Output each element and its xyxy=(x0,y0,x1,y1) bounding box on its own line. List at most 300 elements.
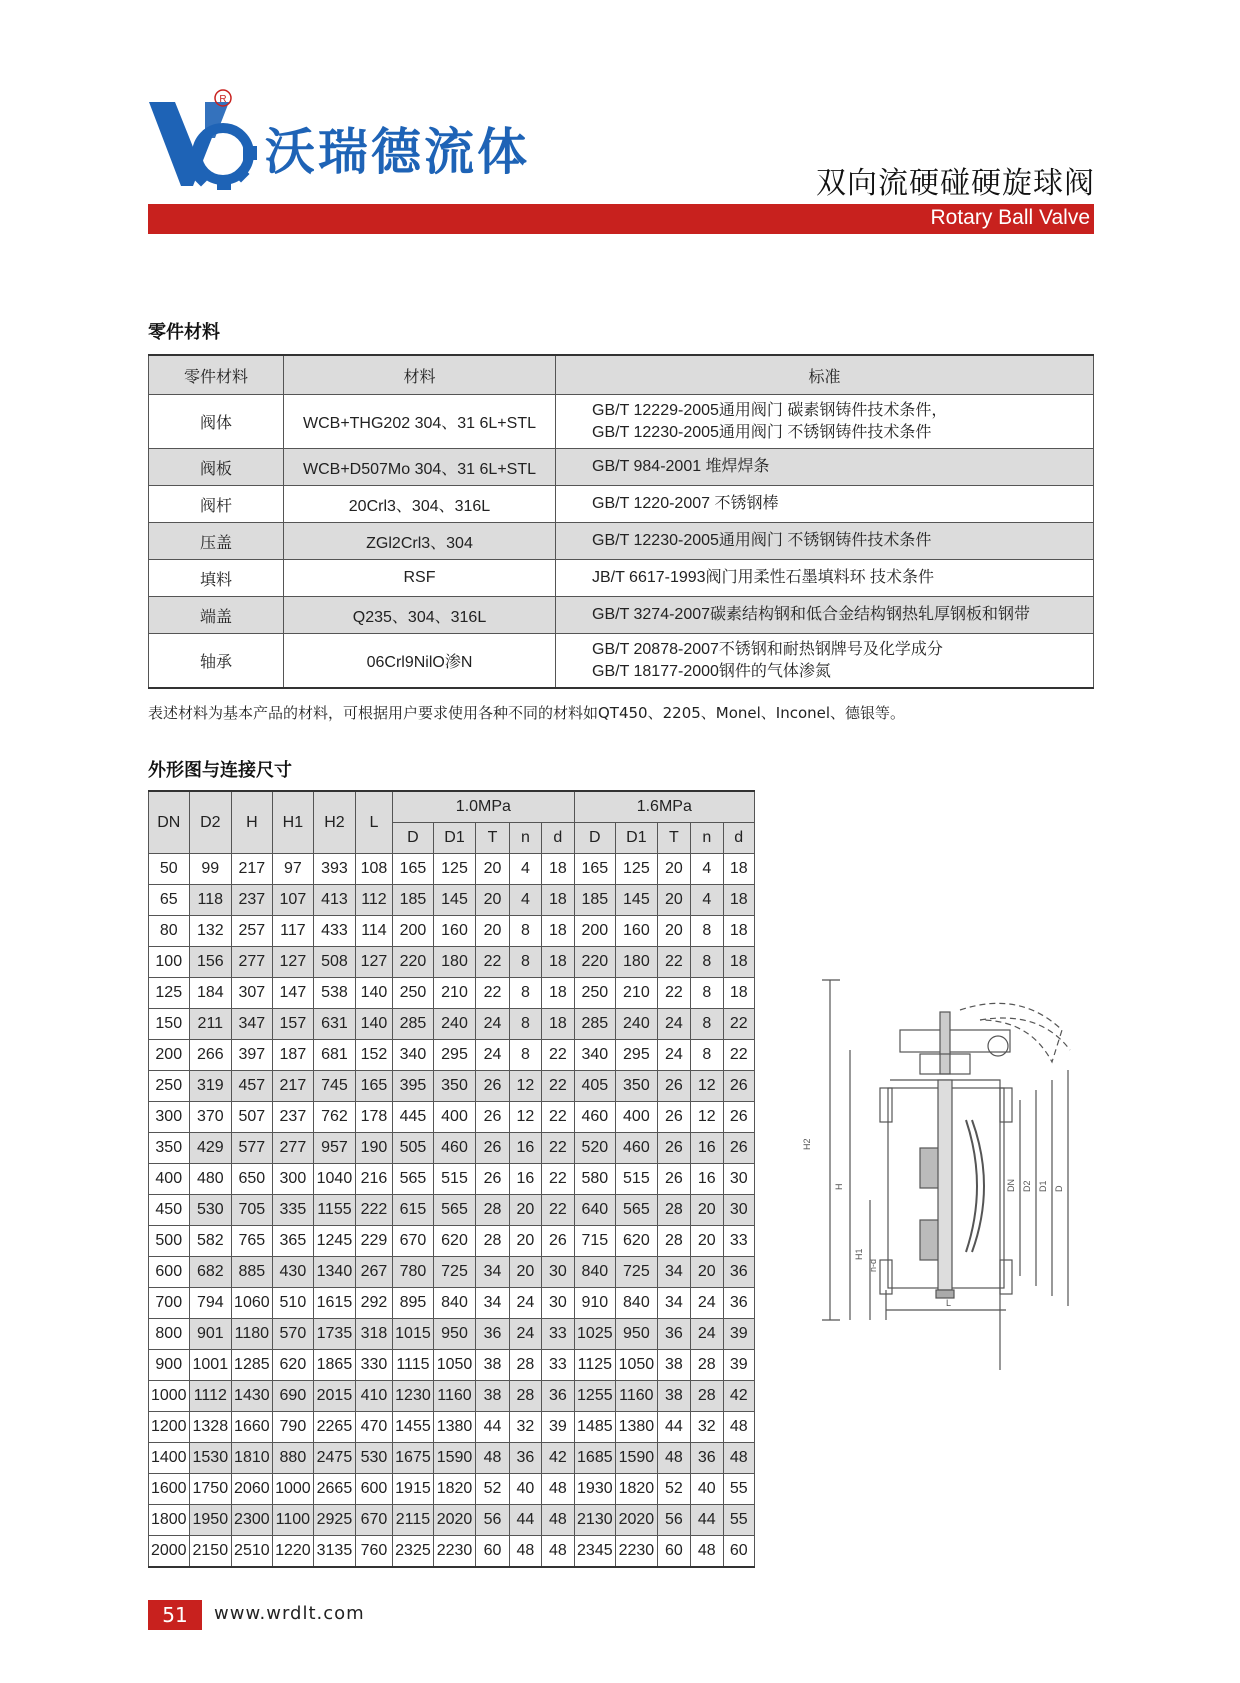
table-cell: 1810 xyxy=(232,1443,273,1474)
table-cell: 285 xyxy=(393,1009,434,1040)
table-cell: 395 xyxy=(393,1071,434,1102)
table-cell: 620 xyxy=(272,1350,314,1381)
table-cell: 28 xyxy=(657,1195,690,1226)
table-cell: 187 xyxy=(272,1040,314,1071)
table-cell: 52 xyxy=(476,1474,509,1505)
table-cell: 20 xyxy=(476,916,509,947)
table-cell: 34 xyxy=(476,1288,509,1319)
table-cell: 445 xyxy=(393,1102,434,1133)
table-cell: 4 xyxy=(691,885,723,916)
table-cell: 12 xyxy=(509,1071,541,1102)
table-cell: 1590 xyxy=(616,1443,658,1474)
table-cell: 48 xyxy=(509,1536,541,1568)
page-subtitle: Rotary Ball Valve xyxy=(930,206,1090,229)
table-cell: 429 xyxy=(189,1133,232,1164)
table-cell: 3135 xyxy=(314,1536,356,1568)
table-cell: 48 xyxy=(657,1443,690,1474)
table-cell: 60 xyxy=(476,1536,509,1568)
dims-section-title: 外形图与连接尺寸 xyxy=(148,760,292,781)
table-cell: 430 xyxy=(272,1257,314,1288)
table-cell: 26 xyxy=(476,1164,509,1195)
table-cell: 885 xyxy=(232,1257,273,1288)
table-cell: 30 xyxy=(723,1164,755,1195)
table-cell: 48 xyxy=(542,1536,574,1568)
table-cell: 38 xyxy=(476,1350,509,1381)
table-cell: 1660 xyxy=(232,1412,273,1443)
table-cell: 56 xyxy=(657,1505,690,1536)
table-cell: 200 xyxy=(393,916,434,947)
table-cell: 12 xyxy=(691,1102,723,1133)
table-cell: 217 xyxy=(232,854,273,885)
label-d: D xyxy=(1054,1185,1064,1192)
table-cell: 500 xyxy=(149,1226,190,1257)
table-cell: 36 xyxy=(657,1319,690,1350)
table-cell: 211 xyxy=(189,1009,232,1040)
table-cell: 267 xyxy=(355,1257,392,1288)
table-cell: 2665 xyxy=(314,1474,356,1505)
table-cell: 725 xyxy=(616,1257,658,1288)
table-cell: 42 xyxy=(542,1443,574,1474)
brand-name: 沃瑞德流体 xyxy=(265,123,530,181)
table-cell: 8 xyxy=(509,1009,541,1040)
table-cell: 38 xyxy=(476,1381,509,1412)
part-name: 填料 xyxy=(149,560,284,597)
table-cell: 515 xyxy=(433,1164,476,1195)
table-cell: 39 xyxy=(723,1350,755,1381)
table-row xyxy=(149,947,755,978)
table-cell: 725 xyxy=(433,1257,476,1288)
table-cell: 39 xyxy=(542,1412,574,1443)
materials-row xyxy=(149,597,1094,634)
table-cell: 530 xyxy=(355,1443,392,1474)
table-cell: 40 xyxy=(691,1474,723,1505)
table-cell: 237 xyxy=(272,1102,314,1133)
table-cell: 780 xyxy=(393,1257,434,1288)
table-cell: 22 xyxy=(476,947,509,978)
header-standard: 标准 xyxy=(556,355,1094,395)
table-cell: 1590 xyxy=(433,1443,476,1474)
table-cell: 1200 xyxy=(149,1412,190,1443)
materials-row xyxy=(149,634,1094,689)
materials-row xyxy=(149,486,1094,523)
table-cell: 26 xyxy=(723,1071,755,1102)
table-row xyxy=(149,1257,755,1288)
table-cell: 292 xyxy=(355,1288,392,1319)
table-cell: 840 xyxy=(433,1288,476,1319)
table-cell: 1180 xyxy=(232,1319,273,1350)
table-cell: 157 xyxy=(272,1009,314,1040)
table-cell: 1060 xyxy=(232,1288,273,1319)
table-cell: 150 xyxy=(149,1009,190,1040)
table-cell: 60 xyxy=(723,1536,755,1568)
table-cell: 12 xyxy=(509,1102,541,1133)
table-cell: 1820 xyxy=(433,1474,476,1505)
materials-note: 表述材料为基本产品的材料，可根据用户要求使用各种不同的材料如QT450、2205、Monel、Inconel、德银等。 xyxy=(148,704,906,722)
table-cell: 1160 xyxy=(433,1381,476,1412)
label-nd: n-d xyxy=(868,1258,878,1272)
table-cell: 48 xyxy=(476,1443,509,1474)
table-cell: 2130 xyxy=(574,1505,616,1536)
table-cell: 266 xyxy=(189,1040,232,1071)
brand-logo-icon xyxy=(145,82,263,194)
table-cell: 20 xyxy=(509,1257,541,1288)
table-cell: 538 xyxy=(314,978,356,1009)
materials-section-title: 零件材料 xyxy=(148,322,220,343)
table-row xyxy=(149,1381,755,1412)
table-cell: 36 xyxy=(476,1319,509,1350)
table-cell: 33 xyxy=(542,1350,574,1381)
table-cell: 2925 xyxy=(314,1505,356,1536)
table-cell: 39 xyxy=(723,1319,755,1350)
table-cell: 335 xyxy=(272,1195,314,1226)
part-material: 20Crl3、304、316L xyxy=(284,486,556,523)
table-cell: 50 xyxy=(149,854,190,885)
part-standard xyxy=(556,449,1094,486)
table-cell: 762 xyxy=(314,1102,356,1133)
table-cell: 1125 xyxy=(574,1350,616,1381)
table-cell: 1750 xyxy=(189,1474,232,1505)
table-row xyxy=(149,1443,755,1474)
table-cell: 2265 xyxy=(314,1412,356,1443)
table-cell: 165 xyxy=(393,854,434,885)
table-cell: 4 xyxy=(509,885,541,916)
table-cell: 2345 xyxy=(574,1536,616,1568)
table-cell: 1735 xyxy=(314,1319,356,1350)
table-cell: 1800 xyxy=(149,1505,190,1536)
table-cell: 190 xyxy=(355,1133,392,1164)
table-cell: 330 xyxy=(355,1350,392,1381)
standard-line: GB/T 984-2001 堆焊焊条 xyxy=(592,458,770,475)
table-cell: 140 xyxy=(355,978,392,1009)
table-cell: 1950 xyxy=(189,1505,232,1536)
table-cell: 1530 xyxy=(189,1443,232,1474)
table-cell: 507 xyxy=(232,1102,273,1133)
table-row xyxy=(149,1350,755,1381)
table-cell: 1015 xyxy=(393,1319,434,1350)
table-cell: 180 xyxy=(433,947,476,978)
table-cell: 8 xyxy=(691,978,723,1009)
table-cell: 24 xyxy=(509,1319,541,1350)
table-cell: 318 xyxy=(355,1319,392,1350)
part-standard xyxy=(556,486,1094,523)
table-cell: 790 xyxy=(272,1412,314,1443)
table-cell: 1820 xyxy=(616,1474,658,1505)
table-cell: 580 xyxy=(574,1164,616,1195)
table-cell: 16 xyxy=(691,1164,723,1195)
label-dn: DN xyxy=(1006,1179,1016,1192)
table-cell: 470 xyxy=(355,1412,392,1443)
table-cell: 319 xyxy=(189,1071,232,1102)
table-cell: 1001 xyxy=(189,1350,232,1381)
label-d2: D2 xyxy=(1022,1180,1032,1192)
table-cell: 24 xyxy=(657,1040,690,1071)
table-cell: 140 xyxy=(355,1009,392,1040)
table-cell: 229 xyxy=(355,1226,392,1257)
header-sub: T xyxy=(657,823,690,854)
table-cell: 257 xyxy=(232,916,273,947)
header-16mpa: 1.6MPa xyxy=(574,791,754,823)
table-row xyxy=(149,1319,755,1350)
table-cell: 600 xyxy=(149,1257,190,1288)
table-cell: 210 xyxy=(616,978,658,1009)
table-cell: 2020 xyxy=(433,1505,476,1536)
table-cell: 22 xyxy=(542,1071,574,1102)
table-row xyxy=(149,1505,755,1536)
table-cell: 1025 xyxy=(574,1319,616,1350)
table-cell: 222 xyxy=(355,1195,392,1226)
part-material: RSF xyxy=(284,560,556,597)
table-cell: 20 xyxy=(476,885,509,916)
table-cell: 44 xyxy=(509,1505,541,1536)
table-cell: 220 xyxy=(393,947,434,978)
table-cell: 210 xyxy=(433,978,476,1009)
table-cell: 840 xyxy=(574,1257,616,1288)
table-cell: 20 xyxy=(691,1226,723,1257)
table-cell: 1485 xyxy=(574,1412,616,1443)
table-cell: 670 xyxy=(393,1226,434,1257)
table-cell: 100 xyxy=(149,947,190,978)
header-sub: T xyxy=(476,823,509,854)
table-cell: 24 xyxy=(691,1319,723,1350)
table-cell: 118 xyxy=(189,885,232,916)
table-cell: 1380 xyxy=(433,1412,476,1443)
table-cell: 840 xyxy=(616,1288,658,1319)
table-cell: 24 xyxy=(509,1288,541,1319)
table-cell: 18 xyxy=(542,947,574,978)
table-cell: 240 xyxy=(616,1009,658,1040)
standard-line: GB/T 18177-2000钢件的气体渗氮 xyxy=(592,662,831,680)
table-cell: 250 xyxy=(574,978,616,1009)
table-cell: 217 xyxy=(272,1071,314,1102)
table-cell: 8 xyxy=(509,947,541,978)
table-cell: 22 xyxy=(542,1040,574,1071)
table-cell: 185 xyxy=(393,885,434,916)
header-h: H xyxy=(232,791,273,854)
table-cell: 152 xyxy=(355,1040,392,1071)
table-cell: 8 xyxy=(691,916,723,947)
table-cell: 38 xyxy=(657,1381,690,1412)
table-cell: 20 xyxy=(657,916,690,947)
table-cell: 30 xyxy=(542,1288,574,1319)
table-cell: 400 xyxy=(149,1164,190,1195)
header-sub: D xyxy=(393,823,434,854)
table-cell: 400 xyxy=(433,1102,476,1133)
table-cell: 8 xyxy=(509,978,541,1009)
table-cell: 285 xyxy=(574,1009,616,1040)
standard-line: GB/T 12230-2005通用阀门 不锈钢铸件技术条件 xyxy=(592,423,932,441)
part-name: 压盖 xyxy=(149,523,284,560)
table-cell: 765 xyxy=(232,1226,273,1257)
table-cell: 1160 xyxy=(616,1381,658,1412)
table-cell: 400 xyxy=(616,1102,658,1133)
table-cell: 26 xyxy=(657,1102,690,1133)
table-cell: 22 xyxy=(723,1009,755,1040)
label-l: L xyxy=(946,1298,952,1308)
table-cell: 2325 xyxy=(393,1536,434,1568)
table-cell: 18 xyxy=(723,947,755,978)
table-cell: 127 xyxy=(272,947,314,978)
table-row xyxy=(149,1133,755,1164)
table-cell: 615 xyxy=(393,1195,434,1226)
table-cell: 36 xyxy=(691,1443,723,1474)
table-cell: 1155 xyxy=(314,1195,356,1226)
part-name: 阀体 xyxy=(149,395,284,449)
table-cell: 38 xyxy=(657,1350,690,1381)
table-cell: 570 xyxy=(272,1319,314,1350)
table-cell: 44 xyxy=(657,1412,690,1443)
table-cell: 1915 xyxy=(393,1474,434,1505)
table-cell: 18 xyxy=(723,978,755,1009)
table-cell: 745 xyxy=(314,1071,356,1102)
table-cell: 18 xyxy=(542,854,574,885)
table-cell: 20 xyxy=(509,1195,541,1226)
table-cell: 565 xyxy=(616,1195,658,1226)
table-cell: 450 xyxy=(149,1195,190,1226)
table-row xyxy=(149,1288,755,1319)
standard-line: GB/T 12229-2005通用阀门 碳素钢铸件技术条件， xyxy=(592,401,948,419)
part-material: WCB+D507Mo 304、31 6L+STL xyxy=(284,449,556,486)
table-cell: 16 xyxy=(509,1164,541,1195)
table-cell: 250 xyxy=(149,1071,190,1102)
table-cell: 216 xyxy=(355,1164,392,1195)
table-cell: 97 xyxy=(272,854,314,885)
materials-row xyxy=(149,560,1094,597)
part-name: 轴承 xyxy=(149,634,284,689)
table-cell: 33 xyxy=(723,1226,755,1257)
table-cell: 184 xyxy=(189,978,232,1009)
table-cell: 520 xyxy=(574,1133,616,1164)
table-cell: 950 xyxy=(616,1319,658,1350)
table-cell: 26 xyxy=(476,1102,509,1133)
table-cell: 55 xyxy=(723,1474,755,1505)
part-standard xyxy=(556,597,1094,634)
table-cell: 700 xyxy=(149,1288,190,1319)
table-cell: 48 xyxy=(542,1505,574,1536)
label-d1: D1 xyxy=(1038,1180,1048,1192)
part-standard xyxy=(556,395,1094,449)
table-cell: 250 xyxy=(393,978,434,1009)
table-cell: 1600 xyxy=(149,1474,190,1505)
table-cell: 160 xyxy=(433,916,476,947)
table-cell: 1380 xyxy=(616,1412,658,1443)
header-dn: DN xyxy=(149,791,190,854)
table-cell: 1455 xyxy=(393,1412,434,1443)
table-cell: 8 xyxy=(691,947,723,978)
header-h2: H2 xyxy=(314,791,356,854)
valve-drawing xyxy=(800,970,1100,1370)
table-row xyxy=(149,854,755,885)
table-cell: 28 xyxy=(691,1350,723,1381)
table-row xyxy=(149,1040,755,1071)
table-cell: 670 xyxy=(355,1505,392,1536)
table-cell: 22 xyxy=(657,978,690,1009)
table-cell: 36 xyxy=(509,1443,541,1474)
table-cell: 24 xyxy=(657,1009,690,1040)
table-cell: 108 xyxy=(355,854,392,885)
table-cell: 347 xyxy=(232,1009,273,1040)
table-cell: 295 xyxy=(616,1040,658,1071)
table-cell: 28 xyxy=(476,1226,509,1257)
table-cell: 565 xyxy=(393,1164,434,1195)
table-cell: 127 xyxy=(355,947,392,978)
website-url[interactable]: www.wrdlt.com xyxy=(214,1603,365,1624)
table-cell: 125 xyxy=(149,978,190,1009)
table-cell: 1328 xyxy=(189,1412,232,1443)
table-cell: 48 xyxy=(723,1443,755,1474)
table-cell: 42 xyxy=(723,1381,755,1412)
table-cell: 350 xyxy=(616,1071,658,1102)
table-cell: 1112 xyxy=(189,1381,232,1412)
table-cell: 20 xyxy=(657,885,690,916)
table-cell: 515 xyxy=(616,1164,658,1195)
table-cell: 240 xyxy=(433,1009,476,1040)
table-cell: 12 xyxy=(691,1071,723,1102)
table-cell: 34 xyxy=(657,1257,690,1288)
table-cell: 300 xyxy=(272,1164,314,1195)
table-cell: 895 xyxy=(393,1288,434,1319)
table-cell: 1285 xyxy=(232,1350,273,1381)
table-cell: 52 xyxy=(657,1474,690,1505)
table-cell: 48 xyxy=(723,1412,755,1443)
table-cell: 277 xyxy=(232,947,273,978)
table-cell: 34 xyxy=(657,1288,690,1319)
label-h2: H2 xyxy=(802,1138,812,1150)
table-cell: 160 xyxy=(616,916,658,947)
table-cell: 36 xyxy=(723,1257,755,1288)
table-cell: 28 xyxy=(691,1381,723,1412)
table-cell: 33 xyxy=(542,1319,574,1350)
table-cell: 125 xyxy=(433,854,476,885)
table-cell: 114 xyxy=(355,916,392,947)
table-cell: 20 xyxy=(476,854,509,885)
table-cell: 505 xyxy=(393,1133,434,1164)
table-cell: 565 xyxy=(433,1195,476,1226)
table-cell: 180 xyxy=(616,947,658,978)
table-cell: 22 xyxy=(723,1040,755,1071)
table-cell: 600 xyxy=(355,1474,392,1505)
table-cell: 30 xyxy=(723,1195,755,1226)
table-cell: 433 xyxy=(314,916,356,947)
table-cell: 8 xyxy=(691,1040,723,1071)
table-cell: 901 xyxy=(189,1319,232,1350)
part-material: Q235、304、316L xyxy=(284,597,556,634)
table-cell: 620 xyxy=(616,1226,658,1257)
table-cell: 2230 xyxy=(433,1536,476,1568)
table-cell: 650 xyxy=(232,1164,273,1195)
table-cell: 690 xyxy=(272,1381,314,1412)
table-cell: 107 xyxy=(272,885,314,916)
table-cell: 18 xyxy=(542,885,574,916)
table-cell: 56 xyxy=(476,1505,509,1536)
table-cell: 410 xyxy=(355,1381,392,1412)
table-cell: 26 xyxy=(476,1071,509,1102)
table-cell: 44 xyxy=(691,1505,723,1536)
header-h1: H1 xyxy=(272,791,314,854)
table-cell: 530 xyxy=(189,1195,232,1226)
table-cell: 145 xyxy=(616,885,658,916)
table-cell: 2230 xyxy=(616,1536,658,1568)
table-cell: 1230 xyxy=(393,1381,434,1412)
table-cell: 1040 xyxy=(314,1164,356,1195)
table-cell: 132 xyxy=(189,916,232,947)
table-cell: 24 xyxy=(476,1009,509,1040)
header-1mpa: 1.0MPa xyxy=(393,791,574,823)
part-standard xyxy=(556,560,1094,597)
header-sub: D1 xyxy=(433,823,476,854)
table-cell: 480 xyxy=(189,1164,232,1195)
table-cell: 794 xyxy=(189,1288,232,1319)
table-cell: 22 xyxy=(657,947,690,978)
